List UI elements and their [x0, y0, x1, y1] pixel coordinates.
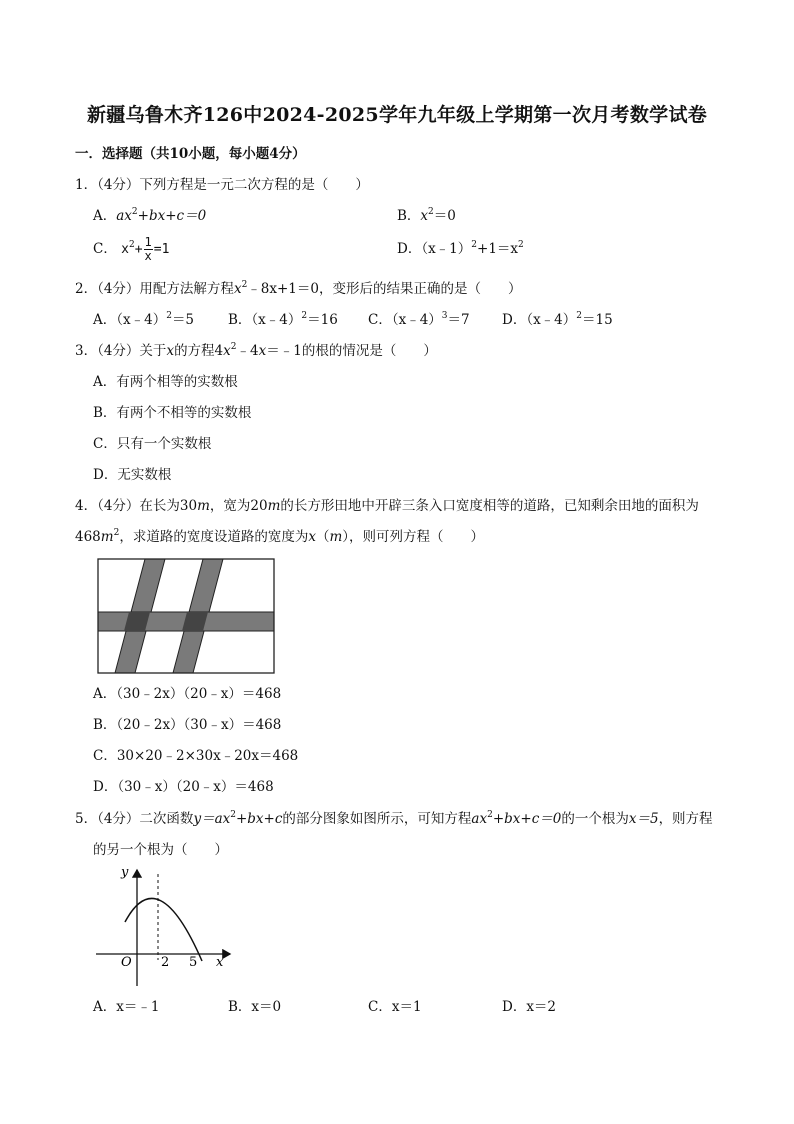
text: 3．（4分）关于 [75, 343, 167, 359]
q4-option-a[interactable]: A．（30﹣2x）（20﹣x）＝468 [93, 686, 282, 702]
option-label: B． [397, 208, 421, 224]
option-text: ＝15 [582, 312, 613, 328]
math: y＝ax [193, 811, 231, 827]
text: 468 [75, 529, 101, 545]
superscript: 2 [301, 311, 308, 321]
question-2-stem [75, 280, 522, 298]
option-text: A．（x﹣4） [93, 312, 167, 328]
math: x [166, 343, 175, 359]
superscript: 2 [131, 207, 138, 217]
math: x [223, 343, 231, 359]
q4-option-c[interactable]: C．30×20﹣2×30x﹣20x＝468 [93, 748, 299, 764]
math: ax [471, 811, 488, 827]
tick-label-5: 5 [189, 955, 198, 970]
text: 的一个根为 [561, 811, 629, 827]
superscript: 2 [518, 240, 524, 250]
question-1-stem: 1．（4分）下列方程是一元二次方程的是（ ） [75, 177, 369, 193]
question-4-stem-line2 [75, 528, 484, 546]
math: x [121, 242, 129, 257]
question-3-stem [75, 342, 437, 360]
q5-option-d[interactable]: D．x＝2 [502, 999, 557, 1015]
superscript: 2 [166, 311, 172, 321]
q1-option-a[interactable] [93, 207, 206, 225]
option-label: C． [93, 241, 117, 257]
superscript: 3 [441, 311, 448, 321]
math: =1 [153, 242, 170, 257]
q4-option-d[interactable]: D．（30﹣x）（20﹣x）＝468 [93, 779, 274, 795]
text: ，宽为20 [209, 498, 268, 514]
superscript: 2 [128, 240, 135, 250]
q3-option-d[interactable]: D．无实数根 [93, 467, 172, 483]
math: x＝5 [628, 811, 659, 827]
option-label: A． [93, 208, 117, 224]
superscript: 2 [113, 528, 120, 538]
math: m [100, 529, 114, 545]
text: ＝﹣1的根的情况是（ ） [266, 343, 437, 359]
option-text: C．（x﹣4） [368, 312, 442, 328]
text: 5．（4分）二次函数 [75, 811, 194, 827]
q3-option-b[interactable]: B．有两个不相等的实数根 [93, 405, 252, 421]
q2-option-c[interactable] [368, 311, 470, 329]
x-axis-label: x [216, 955, 224, 970]
text: 4．（4分）在长为30 [75, 498, 198, 514]
fraction [144, 236, 153, 263]
math: ax [116, 208, 132, 224]
parabola-graph [92, 862, 237, 990]
q5-option-a[interactable]: A．x＝﹣1 [93, 999, 160, 1015]
q1-option-b[interactable] [397, 207, 456, 225]
superscript: 2 [471, 240, 478, 250]
math: + [134, 242, 143, 257]
q5-option-c[interactable]: C．x＝1 [368, 999, 422, 1015]
q5-option-b[interactable]: B．x＝0 [228, 999, 282, 1015]
text: 的部分图象如图所示，可知方程 [282, 811, 472, 827]
field-roads-figure [95, 556, 277, 676]
option-label: D．（x﹣1） [397, 241, 472, 257]
superscript: 2 [428, 207, 434, 217]
q4-option-b[interactable]: B．（20﹣2x）（30﹣x）＝468 [93, 717, 282, 733]
q1-option-d[interactable] [397, 240, 524, 258]
math: x [308, 529, 316, 545]
math: +bx+c＝0 [137, 208, 207, 224]
math: x [420, 208, 429, 224]
superscript: 2 [576, 311, 583, 321]
math: m [267, 498, 281, 514]
q2-option-a[interactable] [93, 311, 194, 329]
numerator: 1 [144, 235, 152, 249]
option-text: ＝7 [447, 312, 470, 328]
math: x [233, 281, 242, 297]
option-text: ＝16 [307, 312, 338, 328]
superscript: 2 [230, 810, 236, 820]
option-text: B．（x﹣4） [228, 312, 302, 328]
text: ，则方程 [658, 811, 713, 827]
text: ﹣8x+1＝0，变形后的结果正确的是（ ） [247, 281, 522, 297]
text: 2．（4分）用配方法解方程 [75, 281, 234, 297]
text: 的方程4 [174, 343, 224, 359]
superscript: 2 [487, 810, 493, 820]
math: ＝0 [433, 208, 456, 224]
question-4-stem-line1 [75, 497, 699, 515]
text: ﹣4 [236, 343, 259, 359]
math: m [197, 498, 210, 514]
math: +bx+c [235, 811, 283, 827]
question-5-stem-line2: 的另一个根为（ ） [93, 842, 228, 858]
question-5-stem-line1 [75, 810, 713, 828]
option-text: D．（x﹣4） [502, 312, 577, 328]
y-axis-label: y [121, 865, 129, 880]
text: ），则可列方程（ ） [342, 529, 485, 545]
text: 的长方形田地中开辟三条入口宽度相等的道路，已知剩余田地的面积为 [280, 498, 699, 514]
q3-option-c[interactable]: C．只有一个实数根 [93, 436, 212, 452]
q3-option-a[interactable]: A．有两个相等的实数根 [93, 374, 238, 390]
origin-label: O [121, 955, 132, 970]
q1-option-c[interactable] [93, 236, 169, 263]
math: +1＝x [477, 241, 519, 257]
page-title: 新疆乌鲁木齐126中2024-2025学年九年级上学期第一次月考数学试卷 [86, 104, 708, 126]
math: m [329, 529, 343, 545]
superscript: 2 [241, 280, 248, 290]
denominator: x [144, 249, 152, 263]
superscript: 2 [230, 342, 237, 352]
math: x [258, 343, 267, 359]
q2-option-d[interactable] [502, 311, 613, 329]
tick-label-2: 2 [161, 955, 170, 970]
text: （ [315, 529, 330, 545]
text: ，求道路的宽度设道路的宽度为 [119, 529, 309, 545]
math: +bx+c＝0 [492, 811, 562, 827]
section-heading: 一．选择题（共10小题，每小题4分） [75, 146, 306, 162]
q2-option-b[interactable] [228, 311, 338, 329]
option-text: ＝5 [171, 312, 195, 328]
